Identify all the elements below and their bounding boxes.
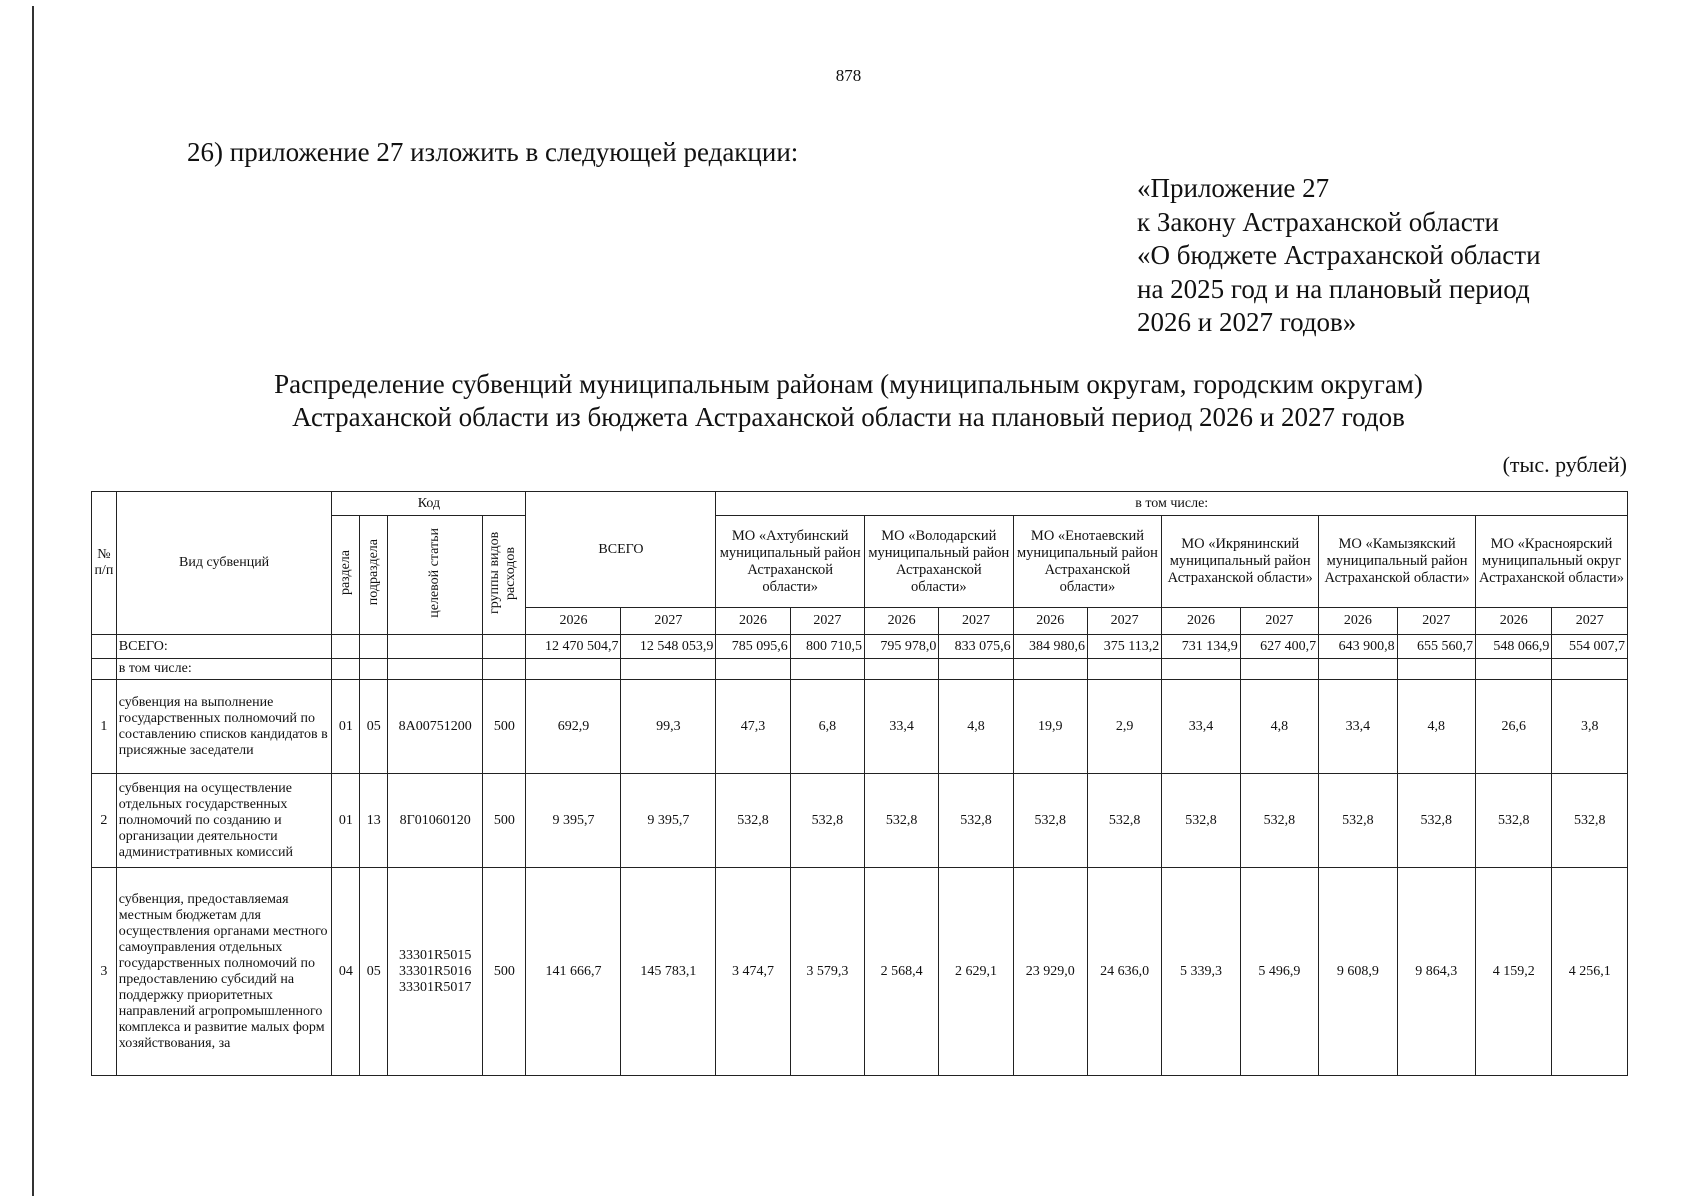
header-mo-1: МО «Ахтубинский муниципальный район Астраханской области» xyxy=(716,516,865,608)
row-value: 2,9 xyxy=(1087,680,1161,774)
table-cell xyxy=(92,659,117,680)
row-value: 5 339,3 xyxy=(1162,868,1240,1076)
header-mo-5: МО «Камызякский муниципальный район Астраханской области» xyxy=(1319,516,1476,608)
row-value: 47,3 xyxy=(716,680,790,774)
row-value: 145 783,1 xyxy=(621,868,716,1076)
row-value: 532,8 xyxy=(1087,774,1161,868)
title-line: Астраханской области из бюджета Астраханской области на плановый период 2026 и 2027 годов xyxy=(292,402,1405,432)
total-value: 833 075,6 xyxy=(939,635,1013,659)
page-number: 878 xyxy=(835,66,862,85)
row-group: 500 xyxy=(483,680,526,774)
row-value: 532,8 xyxy=(1552,774,1628,868)
row-podrazdel: 05 xyxy=(360,680,388,774)
row-value: 6,8 xyxy=(790,680,864,774)
row-value: 9 395,7 xyxy=(621,774,716,868)
document-title xyxy=(0,368,1697,434)
header-year: 2026 xyxy=(526,608,621,635)
row-article: 8А00751200 xyxy=(388,680,483,774)
row-value: 3 579,3 xyxy=(790,868,864,1076)
margin-line xyxy=(32,6,34,1196)
row-value: 532,8 xyxy=(716,774,790,868)
total-value: 554 007,7 xyxy=(1552,635,1628,659)
total-value: 12 470 504,7 xyxy=(526,635,621,659)
article-code: 33301R5015 xyxy=(398,947,472,963)
header-year: 2027 xyxy=(790,608,864,635)
row-kind: субвенция на осуществление отдельных государственных полномочий по созданию и организации деятельности административных комиссий xyxy=(116,774,332,868)
row-article xyxy=(388,868,483,1076)
header-year: 2026 xyxy=(865,608,939,635)
header-mo-6: МО «Красноярский муниципальный округ Астраханской области» xyxy=(1476,516,1628,608)
total-label: ВСЕГО: xyxy=(116,635,332,659)
table-cell xyxy=(388,635,483,659)
row-value: 532,8 xyxy=(865,774,939,868)
row-value: 9 395,7 xyxy=(526,774,621,868)
row-value: 4,8 xyxy=(1397,680,1475,774)
row-num: 1 xyxy=(92,680,117,774)
table-row xyxy=(92,868,1628,1076)
row-value: 692,9 xyxy=(526,680,621,774)
table-cell xyxy=(483,659,526,680)
total-value: 655 560,7 xyxy=(1397,635,1475,659)
row-value: 532,8 xyxy=(1013,774,1087,868)
header-year: 2027 xyxy=(1552,608,1628,635)
table-cell xyxy=(360,659,388,680)
total-value: 795 978,0 xyxy=(865,635,939,659)
header-row-1 xyxy=(92,492,1628,516)
row-value: 3,8 xyxy=(1552,680,1628,774)
row-value: 532,8 xyxy=(1162,774,1240,868)
header-group xyxy=(483,516,526,635)
row-value: 532,8 xyxy=(790,774,864,868)
table-cell xyxy=(790,659,864,680)
table-cell xyxy=(360,635,388,659)
total-value: 627 400,7 xyxy=(1240,635,1318,659)
row-value: 532,8 xyxy=(1319,774,1397,868)
table-row-total xyxy=(92,635,1628,659)
header-year: 2026 xyxy=(1013,608,1087,635)
row-group: 500 xyxy=(483,774,526,868)
table-row xyxy=(92,680,1628,774)
table-cell xyxy=(1319,659,1397,680)
row-value: 2 629,1 xyxy=(939,868,1013,1076)
row-value: 532,8 xyxy=(939,774,1013,868)
total-value: 785 095,6 xyxy=(716,635,790,659)
article-code: 33301R5016 xyxy=(398,963,472,979)
header-including: в том числе: xyxy=(716,492,1628,516)
table-cell xyxy=(939,659,1013,680)
header-group-text: группы видов расходов xyxy=(487,531,519,614)
table-cell xyxy=(526,659,621,680)
table-cell xyxy=(1013,659,1087,680)
header-year: 2027 xyxy=(939,608,1013,635)
total-value: 548 066,9 xyxy=(1476,635,1552,659)
row-value: 9 608,9 xyxy=(1319,868,1397,1076)
row-razdel: 01 xyxy=(332,680,360,774)
row-value: 2 568,4 xyxy=(865,868,939,1076)
including-label: в том числе: xyxy=(116,659,332,680)
header-year: 2027 xyxy=(1397,608,1475,635)
row-value: 33,4 xyxy=(1162,680,1240,774)
table-cell xyxy=(865,659,939,680)
header-razdel-text: раздела xyxy=(337,549,353,596)
total-value: 800 710,5 xyxy=(790,635,864,659)
row-value: 26,6 xyxy=(1476,680,1552,774)
units-label: (тыс. рублей) xyxy=(1502,452,1627,477)
table-cell xyxy=(621,659,716,680)
row-value: 33,4 xyxy=(865,680,939,774)
row-value: 99,3 xyxy=(621,680,716,774)
table-cell xyxy=(388,659,483,680)
header-podrazdel xyxy=(360,516,388,635)
table-cell xyxy=(1162,659,1240,680)
table-cell xyxy=(332,659,360,680)
header-kind: Вид субвенций xyxy=(116,492,332,635)
total-value: 12 548 053,9 xyxy=(621,635,716,659)
table-cell xyxy=(92,635,117,659)
row-group: 500 xyxy=(483,868,526,1076)
header-mo-2: МО «Володарский муниципальный район Астраханской области» xyxy=(865,516,1014,608)
row-razdel: 04 xyxy=(332,868,360,1076)
row-value: 532,8 xyxy=(1397,774,1475,868)
row-value: 24 636,0 xyxy=(1087,868,1161,1076)
title-line: Распределение субвенций муниципальным районам (муниципальным округам, городским округам) xyxy=(274,369,1423,399)
row-podrazdel: 05 xyxy=(360,868,388,1076)
header-num: № п/п xyxy=(92,492,117,635)
row-value: 4 159,2 xyxy=(1476,868,1552,1076)
header-total: ВСЕГО xyxy=(526,492,716,608)
row-value: 4 256,1 xyxy=(1552,868,1628,1076)
table-cell xyxy=(1552,659,1628,680)
row-kind: субвенция на выполнение государственных полномочий по составлению списков кандидатов в присяжные заседатели xyxy=(116,680,332,774)
intro-text: 26) приложение 27 изложить в следующей редакции: xyxy=(187,137,799,167)
row-value: 9 864,3 xyxy=(1397,868,1475,1076)
header-year: 2026 xyxy=(1162,608,1240,635)
table-row-including xyxy=(92,659,1628,680)
annex-line: к Закону Астраханской области xyxy=(1137,206,1500,237)
row-value: 141 666,7 xyxy=(526,868,621,1076)
table-cell xyxy=(1087,659,1161,680)
row-kind: субвенция, предоставляемая местным бюджетам для осуществления органами местного самоуправления отдельных государственных полномочий по предоставлению субсидий на поддержку приоритетных направлений агропромышленного комплекса и развитие малых форм хозяйствования, за xyxy=(116,868,332,1076)
table-cell xyxy=(1476,659,1552,680)
row-value: 19,9 xyxy=(1013,680,1087,774)
subventions-table xyxy=(91,491,1628,1076)
row-value: 4,8 xyxy=(1240,680,1318,774)
row-value: 3 474,7 xyxy=(716,868,790,1076)
row-value: 5 496,9 xyxy=(1240,868,1318,1076)
annex-line: на 2025 год и на плановый период xyxy=(1137,273,1530,304)
header-year: 2026 xyxy=(1319,608,1397,635)
header-mo-4: МО «Икрянинский муниципальный район Астраханской области» xyxy=(1162,516,1319,608)
row-value: 33,4 xyxy=(1319,680,1397,774)
annex-header xyxy=(1137,172,1541,340)
header-podrazdel-text: подраздела xyxy=(365,539,381,606)
table-cell xyxy=(1240,659,1318,680)
total-value: 731 134,9 xyxy=(1162,635,1240,659)
header-year: 2027 xyxy=(1240,608,1318,635)
table-cell xyxy=(332,635,360,659)
header-year: 2027 xyxy=(1087,608,1161,635)
row-num: 3 xyxy=(92,868,117,1076)
header-mo-3: МО «Енотаевский муниципальный район Астраханской области» xyxy=(1013,516,1162,608)
table-cell xyxy=(1397,659,1475,680)
annex-line: 2026 и 2027 годов» xyxy=(1137,307,1357,337)
total-value: 375 113,2 xyxy=(1087,635,1161,659)
header-year: 2026 xyxy=(716,608,790,635)
annex-line: «Приложение 27 xyxy=(1137,173,1330,203)
header-article-text: целевой статьи xyxy=(427,527,443,618)
header-article xyxy=(388,516,483,635)
article-code: 33301R5017 xyxy=(398,979,472,995)
header-code: Код xyxy=(332,492,526,516)
header-year: 2026 xyxy=(1476,608,1552,635)
annex-line: «О бюджете Астраханской области xyxy=(1137,240,1541,270)
row-value: 532,8 xyxy=(1240,774,1318,868)
row-article: 8Г01060120 xyxy=(388,774,483,868)
row-razdel: 01 xyxy=(332,774,360,868)
row-num: 2 xyxy=(92,774,117,868)
table-cell xyxy=(716,659,790,680)
total-value: 384 980,6 xyxy=(1013,635,1087,659)
table-cell xyxy=(483,635,526,659)
row-value: 23 929,0 xyxy=(1013,868,1087,1076)
row-value: 4,8 xyxy=(939,680,1013,774)
header-year: 2027 xyxy=(621,608,716,635)
table-row xyxy=(92,774,1628,868)
row-podrazdel: 13 xyxy=(360,774,388,868)
row-value: 532,8 xyxy=(1476,774,1552,868)
total-value: 643 900,8 xyxy=(1319,635,1397,659)
header-razdel xyxy=(332,516,360,635)
